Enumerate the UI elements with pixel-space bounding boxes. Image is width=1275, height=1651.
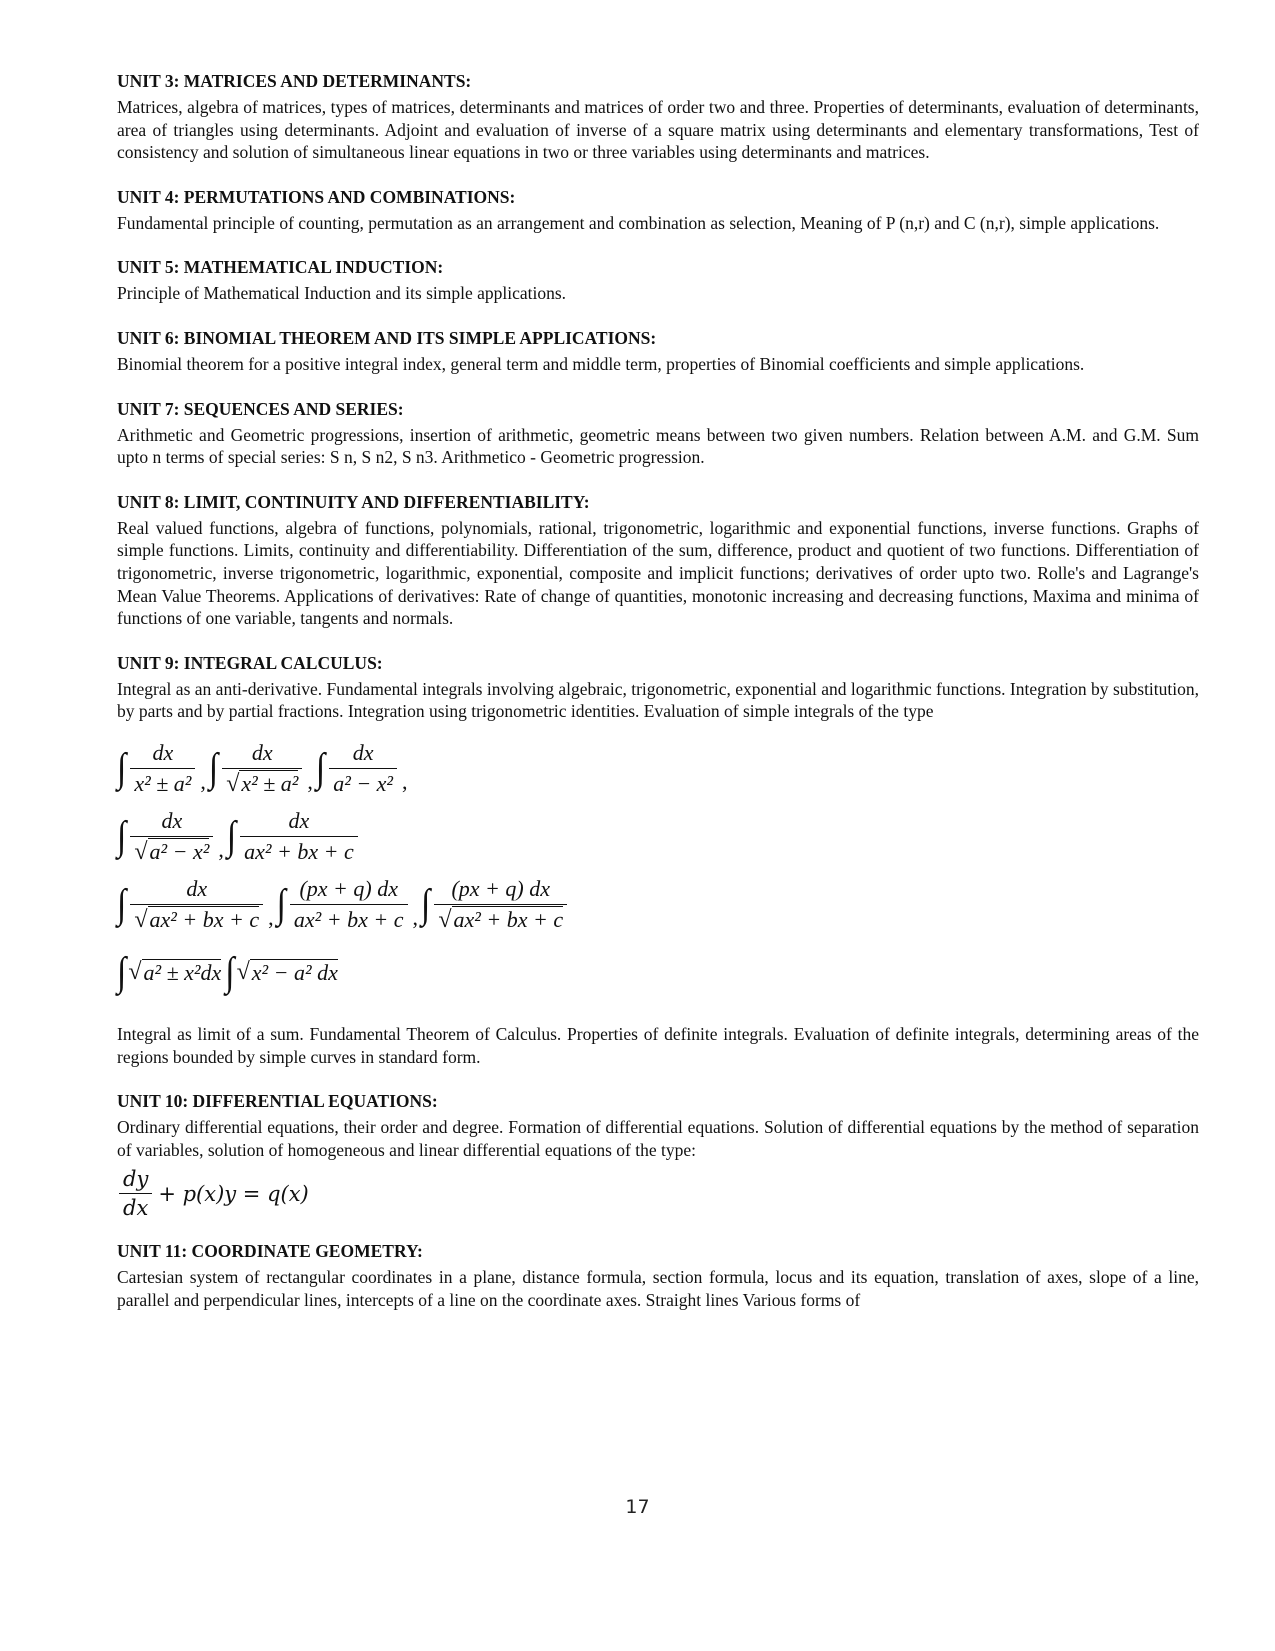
unit-body: Real valued functions, algebra of functions, polynomials, rational, trigonometric, logarithmic and exponential functions, inverse functions. Graphs of simple functions. Limits, continuity and differentiability. Differentiation of the sum, difference, product and quotient of two functions. Differentiation of trigonometric, inverse trigonometric, logarithmic, exponential, composite and implicit functions; derivatives of order upto two. Rolle's and Lagrange's Mean Value Theorems. Applications of derivatives: Rate of change of quantities, monotonic increasing and decreasing functions, Maxima and minima of functions of one variable, tangents and normals. (117, 517, 1199, 629)
unit-body: Fundamental principle of counting, permutation as an arrangement and combination as selection, Meaning of P (n,r) and C (n,r), simple applications. (117, 212, 1160, 233)
unit-title: UNIT 7: SEQUENCES AND SERIES: (117, 398, 404, 419)
unit-title: UNIT 6: BINOMIAL THEOREM AND ITS SIMPLE APPLICATIONS: (117, 327, 657, 348)
integral-sign: ∫ (315, 746, 326, 791)
integral-sign: ∫ (117, 950, 127, 995)
unit-title: UNIT 4: PERMUTATIONS AND COMBINATIONS: (117, 186, 516, 207)
fraction: $\frac{dy}{dx}$ (119, 1167, 152, 1220)
formula-row: ∫ √ a² ± x²dx ∫ √ x² − a² dx (117, 950, 338, 995)
fraction: $\frac{dx}{\text{√ax² + bx + c}}$ (130, 876, 263, 934)
unit-body: Integral as an anti-derivative. Fundamental integrals involving algebraic, trigonometric, exponential and logarithmic functions. Integration by substitution, by parts and by partial fractions. Integration using trigonometric identities. Evaluation of simple integrals of the type (117, 678, 1199, 722)
syllabus-page (117, 70, 1199, 1333)
fraction: $\frac{(px + q) dx}{\text{ax² + bx + c}}$ (290, 876, 408, 933)
unit-title: UNIT 3: MATRICES AND DETERMINANTS: (117, 71, 472, 91)
formula-row: ∫ $\frac{dx}{\text{√a² − x²}}$ , ∫ $\frac{dx}{\text{ax² + bx + c}}$ (117, 803, 1199, 871)
formula-row: ∫ $\frac{dx}{\text{x² ± a²}}$ , ∫ $\frac{dx}{\text{√x² ± a²}}$ , ∫ $\frac{dx}{\text{a² − x²}}$ , (117, 739, 408, 797)
unit-body: Arithmetic and Geometric progressions, insertion of arithmetic, geometric means between two given numbers. Relation between A.M. and G.M. Sum upto n terms of special series: S n, S n2, S n3. Arithmetico - Geometric progression. (117, 424, 1199, 468)
fraction: $\frac{dx}{\text{a² − x²}}$ (329, 740, 397, 797)
fraction: $\frac{dx}{\text{ax² + bx + c}}$ (240, 808, 358, 865)
unit-body: Ordinary differential equations, their order and degree. Formation of differential equations. Solution of differential equations by the method of separation of variables, solution of homogeneous and linear differential equations of the type: (117, 1117, 1199, 1160)
formula-row: ∫ $\frac{dx}{\text{√ax² + bx + c}}$ , ∫ $\frac{(px + q) dx}{\text{ax² + bx + c}}$ , ∫ $\frac{(px + q) dx}{\text{√ax² + bx + c}}$ (117, 871, 1199, 939)
unit-7 (117, 398, 1199, 469)
unit-8 (117, 491, 1199, 630)
integral-sign: ∫ (208, 746, 219, 791)
integral-sign: ∫ (226, 814, 237, 859)
fraction: $\frac{dx}{\text{√a² − x²}}$ (130, 808, 213, 866)
integral-sign: ∫ (117, 814, 127, 859)
unit-6 (117, 327, 1199, 376)
unit-body: Principle of Mathematical Induction and its simple applications. (117, 283, 567, 304)
unit-title: UNIT 10: DIFFERENTIAL EQUATIONS: (117, 1091, 438, 1112)
unit-body-continued: Integral as limit of a sum. Fundamental Theorem of Calculus. Properties of definite integrals. Evaluation of definite integrals, determining areas of the regions bounded by simple curves in standard form. (117, 1023, 1199, 1067)
integral-sign: ∫ (421, 882, 431, 927)
unit-title: UNIT 8: LIMIT, CONTINUITY AND DIFFERENTIABILITY: (117, 491, 590, 512)
unit-10 (117, 1090, 1199, 1220)
unit-title: UNIT 9: INTEGRAL CALCULUS: (117, 652, 383, 673)
fraction: $\frac{dx}{\text{√x² ± a²}}$ (222, 740, 302, 798)
unit-body: Binomial theorem for a positive integral index, general term and middle term, properties of Binomial coefficients and simple applications. (117, 353, 1085, 374)
differential-equation: $\frac{dy}{dx}$ + p(x)y = q(x) (117, 1167, 1199, 1220)
fraction: $\frac{(px + q) dx}{\text{√ax² + bx + c}}$ (434, 876, 567, 934)
unit-9 (117, 652, 1199, 1068)
unit-4 (117, 186, 1199, 235)
unit-title: UNIT 5: MATHEMATICAL INDUCTION: (117, 257, 444, 278)
unit-body: Matrices, algebra of matrices, types of matrices, determinants and matrices of order two and three. Properties of determinants, evaluation of determinants, area of triangles using determinants. Adjoint and evaluation of inverse of a square matrix using determinants and elementary transformations, Test of consistency and solution of simultaneous linear equations in two or three variables using determinants and matrices. (117, 97, 1199, 163)
unit-5 (117, 256, 1199, 305)
unit-body: Cartesian system of rectangular coordinates in a plane, distance formula, section formula, locus and its equation, translation of axes, slope of a line, parallel and perpendicular lines, intercepts of a line on the coordinate axes. Straight lines Various forms of (117, 1267, 1199, 1310)
integral-sign: ∫ (117, 746, 127, 791)
integral-formulas (117, 735, 1199, 1007)
integral-sign: ∫ (276, 882, 286, 927)
integral-sign: ∫ (117, 882, 127, 927)
unit-3 (117, 70, 1199, 164)
integral-sign: ∫ (225, 950, 235, 995)
page-number: 17 (625, 1496, 650, 1518)
unit-title: UNIT 11: COORDINATE GEOMETRY: (117, 1241, 423, 1262)
fraction: $\frac{dx}{\text{x² ± a²}}$ (130, 740, 195, 797)
unit-11 (117, 1240, 1199, 1311)
